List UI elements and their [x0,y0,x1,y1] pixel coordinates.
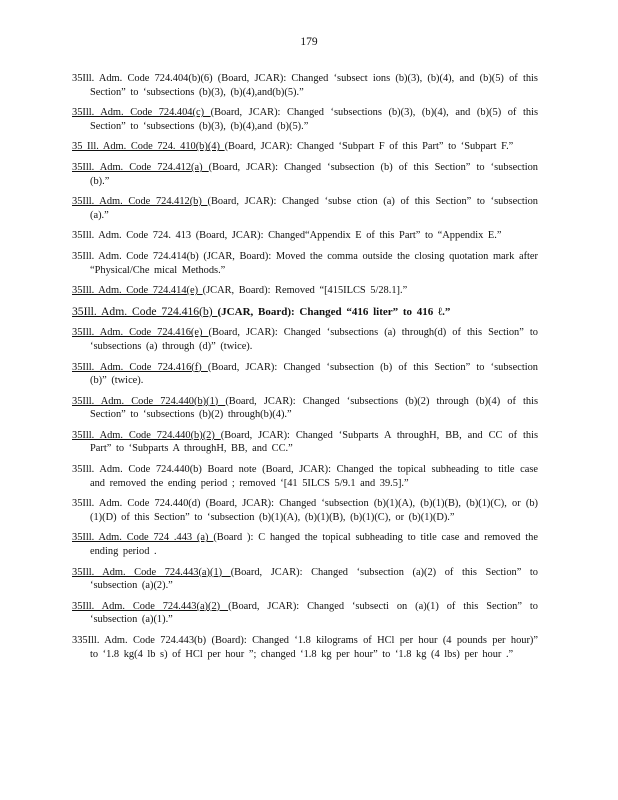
citation: 35Ill. Adm. Code 724.416(f) [72,361,208,373]
citation: 35Ill. Adm. Code 724.412(b) [72,196,208,208]
citation: 35Ill. Adm. Code 724.443(a)(2) [72,600,229,612]
amendment-entry [72,305,538,320]
change-description: (Board, JCAR): Changed ‘subsections (b)(3), (b)(4), and (b)(5) of this Section” to ‘subsections (b)(3), (b)(4),and (b)(5).” [90,107,538,132]
citation: 35Ill. Adm. Code 724.443(a)(1) [72,566,231,578]
citation: 35Ill. Adm. Code 724.440(d) [72,498,201,510]
citation: 35 Ill. Adm. Code 724. 410(b)(4) [72,141,225,153]
amendment-entry [72,531,538,558]
change-description: (Board, JCAR): Changed ‘subsect ions (b)(3), (b)(4), and (b)(5) of this Section” to ‘subsections (b)(3), (b)(4),and(b)(5).” [90,73,538,98]
change-description: (Board, JCAR): Changed ‘subse ction (a) of this Section” to ‘subsection (a).” [90,196,538,221]
change-description: (Board, JCAR): Changed ‘subsection (b)(1)(A), (b)(1)(B), (b)(1)(C), or (b)(1)(D) of this Section” to ‘subsection (b)(1)(A), (b)(1)(B), (b)(1)(C), or (b)(1)(D).” [90,498,538,523]
change-description: (JCAR, Board): Changed “416 liter” to 416 ℓ.” [217,305,451,318]
change-description: (Board, JCAR): Changed ‘subsections (a) through(d) of this Section” to ‘subsections (a) through (d)” (twice). [90,327,538,352]
change-description: (Board, JCAR): Changed ‘Subpart F of this Part” to ‘Subpart F.” [224,141,514,153]
citation: 35Ill. Adm. Code 724.416(e) [72,327,209,339]
change-description: (Board, JCAR): Changed ‘subsecti on (a)(1) of this Section” to ‘subsection (a)(1).” [90,600,538,626]
amendment-entry [72,284,538,298]
citation: 35Ill. Adm. Code 724 .443 (a) [72,532,214,544]
page-number: 179 [300,36,318,48]
citation: 35Ill. Adm. Code 724.440(b) [72,464,202,476]
change-description: Board note (Board, JCAR): Changed the topical subheading to title case and removed the ending period ; removed ‘[41 5ILCS 5/9.1 and 39.5].” [90,464,538,489]
change-description: (JCAR, Board): Removed “[415ILCS 5/28.1].” [202,285,408,297]
change-description: (Board, JCAR): Changed ‘subsections (b)(2) through (b)(4) of this Section” to ‘subsections (b)(2) through(b)(4).” [90,395,539,421]
amendment-entry [72,497,538,524]
amendment-entry [72,463,538,490]
amendment-entry [72,634,538,661]
amendment-entry [72,600,538,627]
citation: 35Ill. Adm. Code 724.416(b) [72,304,218,318]
citation: 35Ill. Adm. Code 724.414(e) [72,285,203,297]
change-description: (JCAR, Board): Moved the comma outside the closing quotation mark after “Physical/Che mical Methods.” [90,250,538,276]
change-description: (Board): Changed ‘1.8 kilograms of HCl per hour (4 pounds per hour)” to ‘1.8 kg(4 lb s) of HCl per hour ”; changed ‘1.8 kg per hour” to ‘1.8 kg (4 lbs) per hour .” [90,635,538,660]
change-description: (Board, JCAR): Changed ‘subsection (b) of this Section” to ‘subsection (b).” [90,161,539,187]
amendment-entry [72,361,538,388]
amendment-entry [72,195,538,222]
citation: 35Ill. Adm. Code 724.404(c) [72,107,211,119]
amendment-list [72,72,538,668]
amendment-entry [72,161,538,188]
change-description: (Board, JCAR): Changed“Appendix E of this Part” to “Appendix E.” [191,230,502,242]
amendment-entry [72,395,538,422]
change-description: (Board ): C hanged the topical subheading to title case and removed the ending period . [90,532,538,558]
citation: 35Ill. Adm. Code 724. 413 [72,230,192,242]
amendment-entry [72,429,538,456]
amendment-entry [72,140,538,154]
citation: 35Ill. Adm. Code 724.440(b)(2) [72,429,221,441]
citation: 35Ill. Adm. Code 724.440(b)(1) [72,395,226,407]
amendment-entry [72,106,538,133]
amendment-entry [72,72,538,99]
citation: 35Ill. Adm. Code 724.404(b)(6) [72,73,213,84]
citation: 35Ill. Adm. Code 724.412(a) [72,161,209,173]
citation: 35Ill. Adm. Code 724.414(b) [72,250,199,262]
change-description: (Board, JCAR): Changed ‘Subparts A throughH, BB, and CC of this Part” to ‘Subparts A throughH, BB, and CC.” [90,429,538,455]
amendment-entry [72,250,538,277]
amendment-entry [72,229,538,243]
citation: 335Ill. Adm. Code 724.443(b) [72,635,207,646]
amendment-entry [72,326,538,353]
amendment-entry [72,566,538,593]
change-description: (Board, JCAR): Changed ‘subsection (a)(2) of this Section” to ‘subsection (a)(2).” [90,566,538,592]
change-description: (Board, JCAR): Changed ‘subsection (b) of this Section” to ‘subsection (b)” (twice). [90,361,538,387]
